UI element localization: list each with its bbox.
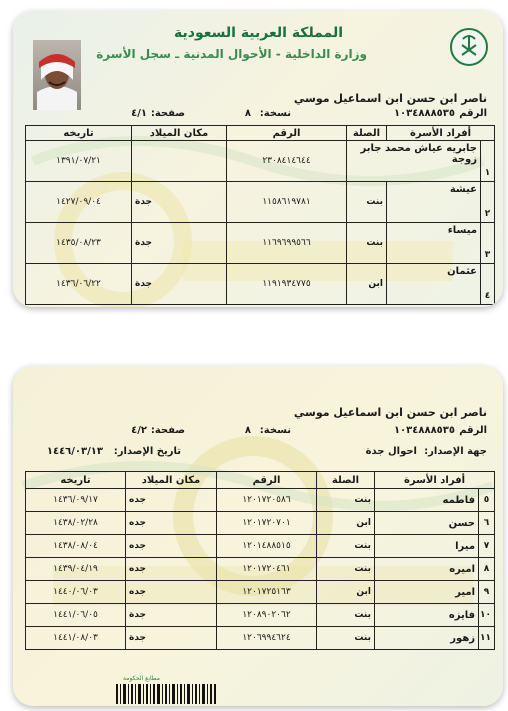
member-birthplace: جدة: [126, 604, 217, 627]
member-birthdate: ١٤٢٧/٠٩/٠٤: [26, 182, 132, 223]
member-id: ١٢٠١٧٢٥١٦٣: [217, 581, 317, 604]
col-header-birthplace: مكان الميلاد: [132, 126, 227, 141]
page-label: صفحة:: [150, 425, 185, 436]
member-relation: بنت: [317, 627, 375, 650]
member-birthdate: ١٤٣٦/٠٦/٢٢: [26, 264, 132, 305]
member-birthplace: جدة: [132, 182, 227, 223]
member-id: ١٢٠٨٩٠٢٠٦٢: [217, 604, 317, 627]
col-header-id: الرقم: [217, 472, 317, 489]
member-relation: بنت: [347, 223, 387, 264]
table-header-row: [26, 126, 495, 141]
row-number: ٣: [481, 223, 495, 264]
table-row: [26, 512, 495, 535]
member-relation: بنت: [317, 604, 375, 627]
col-header-birthplace: مكان الميلاد: [126, 472, 217, 489]
holder-name: ناصر ابن حسن ابن اسماعيل موسي: [293, 406, 487, 419]
member-name: امير: [375, 581, 479, 604]
member-name: ميرا: [375, 535, 479, 558]
member-birthplace: جده: [126, 558, 217, 581]
col-header-id: الرقم: [227, 126, 347, 141]
member-birthplace: جده: [126, 489, 217, 512]
member-name: فايزه: [375, 604, 479, 627]
member-birthplace: جده: [126, 581, 217, 604]
member-relation: ابن: [317, 512, 375, 535]
record-number: ١٠٣٤٨٨٨٥٣٥: [393, 108, 455, 119]
table-row: [26, 581, 495, 604]
issuer-value: احوال جدة: [365, 446, 417, 457]
row-number: ١: [481, 141, 495, 182]
row-number: ٥: [479, 489, 495, 512]
col-header-relation: الصلة: [347, 126, 387, 141]
member-relation: بنت: [317, 558, 375, 581]
member-relation: بنت: [317, 535, 375, 558]
member-birthdate: ١٤٤٠/٠٦/٠٣: [26, 581, 126, 604]
page-label: صفحة:: [150, 108, 185, 119]
table-row: [26, 489, 495, 512]
member-id: ١٢٠١٤٨٨٥١٥: [217, 535, 317, 558]
copy-label: نسخة:: [259, 425, 291, 436]
member-id: ٢٣٠٨٤١٤٦٤٤: [227, 141, 347, 182]
barcode: [116, 684, 216, 704]
row-number: ٦: [479, 512, 495, 535]
table-row: [26, 535, 495, 558]
copy-label: نسخة:: [259, 108, 291, 119]
member-name: ميساء: [387, 223, 481, 264]
row-number: ٤: [481, 264, 495, 305]
table-row: [26, 627, 495, 650]
member-relation: زوجة: [451, 154, 478, 165]
member-birthdate: ١٤٤١/٠٨/٠٣: [26, 627, 126, 650]
row-number: ٩: [479, 581, 495, 604]
family-record-card-page-2: [13, 366, 503, 706]
member-name: حسن: [375, 512, 479, 535]
col-header-birthdate: تاريخه: [26, 126, 132, 141]
page-number: ٤/٢: [131, 425, 147, 436]
copy-number: ٨: [244, 425, 251, 436]
col-header-birthdate: تاريخه: [26, 472, 126, 489]
member-birthplace: جدة: [132, 223, 227, 264]
saudi-emblem-icon: [449, 27, 489, 67]
member-name: عثمان: [387, 264, 481, 305]
holder-photo: [33, 40, 81, 110]
copy-number: ٨: [244, 108, 251, 119]
row-number: ٧: [479, 535, 495, 558]
member-id: ١٢٠١٧٢٠٥٨٦: [217, 489, 317, 512]
member-relation: ابن: [347, 264, 387, 305]
table-row: [26, 182, 495, 223]
table-row: [26, 604, 495, 627]
member-id: ١١٩١٩٣٤٧٧٥: [227, 264, 347, 305]
member-name: اميره: [375, 558, 479, 581]
member-birthdate: ١٤٣٩/٠٤/١٩: [26, 558, 126, 581]
row-number: ١٠: [479, 604, 495, 627]
holder-name: ناصر ابن حسن ابن اسماعيل موسي: [293, 92, 487, 105]
record-number-label: الرقم: [459, 425, 487, 436]
member-id: ١١٦٩٦٩٩٥٦٦: [227, 223, 347, 264]
member-birthdate: ١٤٣٦/٠٩/١٧: [26, 489, 126, 512]
printer-mark: مطابع الحكومة: [123, 675, 160, 682]
member-relation: بنت: [347, 182, 387, 223]
member-birthdate: ١٤٣٨/٠٢/٢٨: [26, 512, 126, 535]
col-header-members: أفراد الأسرة: [375, 472, 495, 489]
table-row: [26, 141, 495, 182]
table-row: [26, 264, 495, 305]
issue-date-label: تاريخ الإصدار:: [113, 446, 181, 457]
member-id: ١٢٠١٧٢٠٤٦١: [217, 558, 317, 581]
row-number: ٢: [481, 182, 495, 223]
row-number: ١١: [479, 627, 495, 650]
member-id: ١١٥٨٦١٩٧٨١: [227, 182, 347, 223]
col-header-members: أفراد الأسرة: [387, 126, 495, 141]
member-name: فاطمه: [375, 489, 479, 512]
member-name: جابريه عياش محمد جابر زوجة: [347, 141, 481, 182]
table-header-row: [26, 472, 495, 489]
member-birthdate: ١٤٣٥/٠٨/٢٣: [26, 223, 132, 264]
family-record-card-page-1: [13, 11, 503, 307]
member-birthplace: جدة: [126, 627, 217, 650]
member-birthplace: جدة: [132, 264, 227, 305]
member-birthdate: ١٤٣٨/٠٨/٠٤: [26, 535, 126, 558]
member-birthplace: جده: [126, 535, 217, 558]
member-name: عيشة: [387, 182, 481, 223]
family-members-table: [25, 125, 495, 305]
member-id: ١٢٠٦٩٩٤٦٢٤: [217, 627, 317, 650]
kingdom-title: المملكة العربية السعودية: [174, 25, 343, 41]
col-header-relation: الصلة: [317, 472, 375, 489]
issue-date-value: ١٤٤٦/٠٣/١٣: [46, 446, 103, 457]
table-row: [26, 558, 495, 581]
member-birthdate: ١٤٤١/٠٦/٠٥: [26, 604, 126, 627]
member-name: زهور: [375, 627, 479, 650]
family-members-table: [25, 471, 495, 650]
member-birthdate: ١٣٩١/٠٧/٢١: [26, 141, 132, 182]
member-id: ١٢٠١٧٢٠٧٠١: [217, 512, 317, 535]
table-row: [26, 223, 495, 264]
member-relation: بنت: [317, 489, 375, 512]
member-birthplace: جده: [126, 512, 217, 535]
member-relation: ابن: [317, 581, 375, 604]
page-number: ٤/١: [131, 108, 147, 119]
record-number: ١٠٣٤٨٨٨٥٣٥: [393, 425, 455, 436]
ministry-subtitle: وزارة الداخلية - الأحوال المدنية ـ سجل الأسرة: [96, 47, 367, 61]
record-number-label: الرقم: [459, 108, 487, 119]
row-number: ٨: [479, 558, 495, 581]
member-birthplace: [132, 141, 227, 182]
issuer-label: جهة الإصدار:: [424, 446, 487, 457]
